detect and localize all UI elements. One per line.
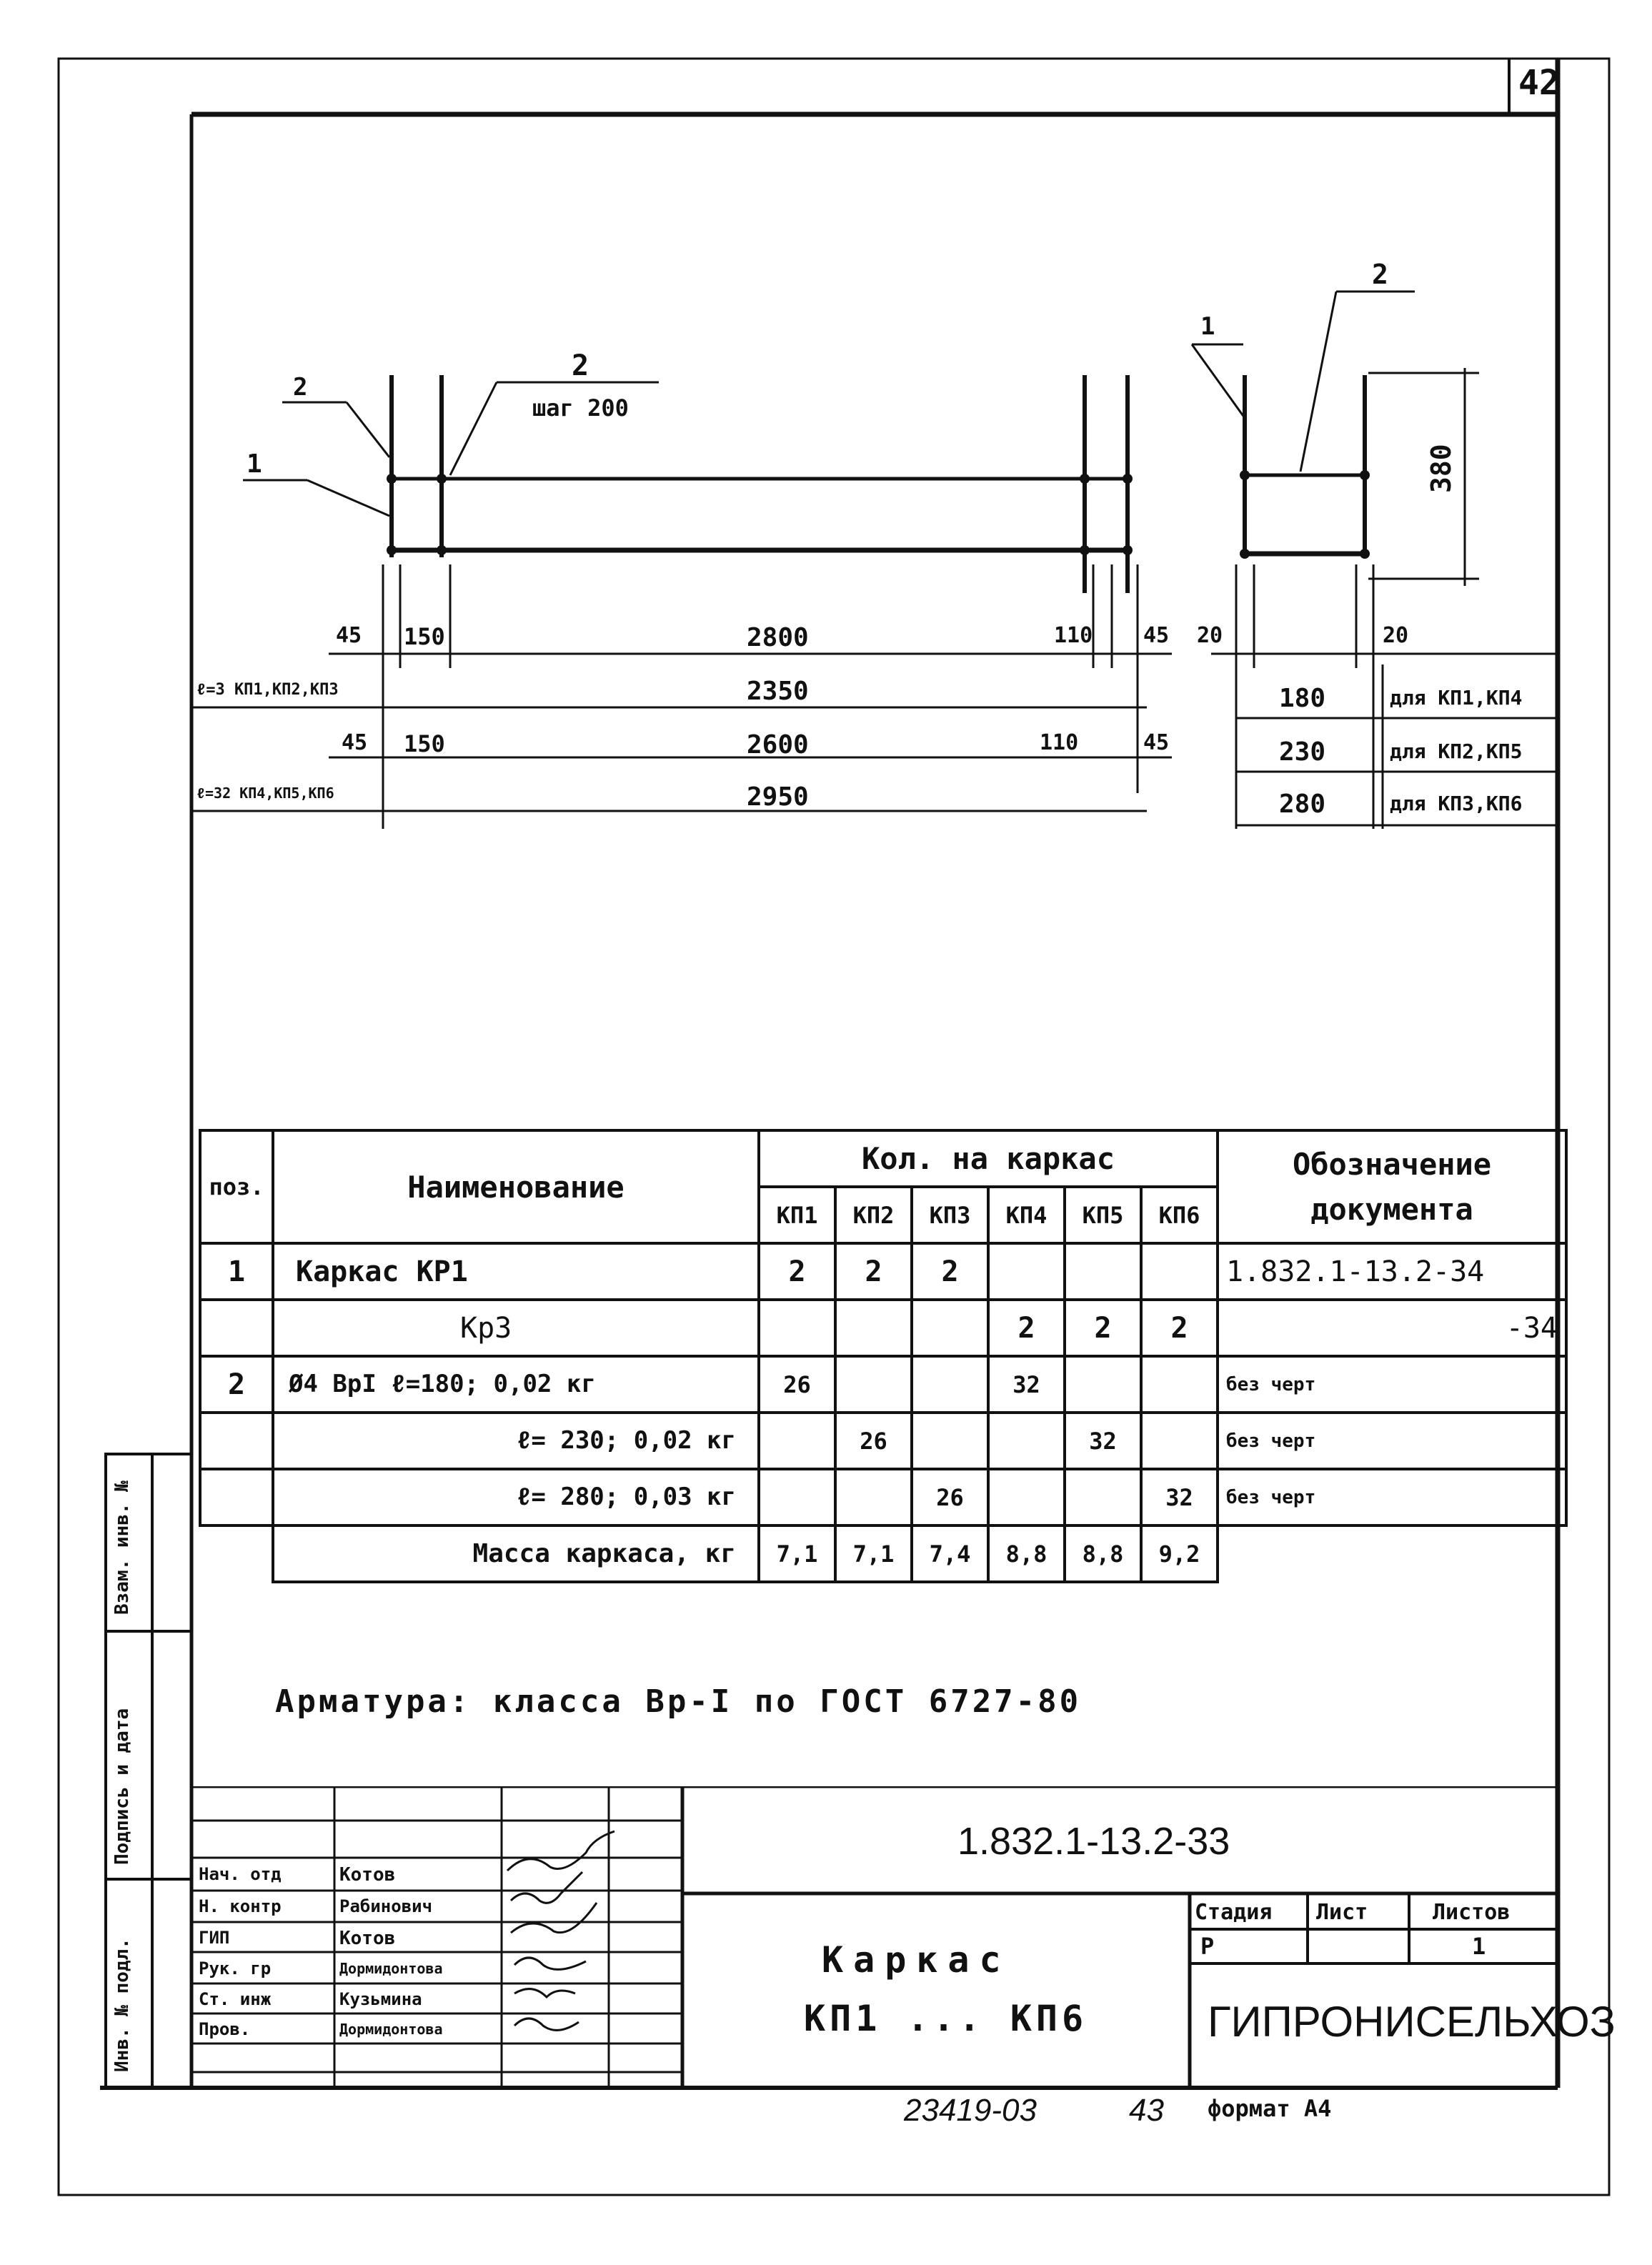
row5-q4: [988, 1469, 1065, 1525]
sig-role-2: Н. контр: [199, 1896, 282, 1916]
row2-q4: 2: [988, 1300, 1065, 1356]
row3-doc: без черт: [1218, 1356, 1566, 1413]
row3-q5: [1065, 1356, 1141, 1413]
header-kp1: КП1: [759, 1187, 835, 1243]
table-row: [200, 1469, 1566, 1525]
row5-q1: [759, 1469, 835, 1525]
stage-value: Р: [1200, 1933, 1215, 1960]
height-380: 380: [1425, 444, 1457, 493]
row5-pos: [200, 1469, 273, 1525]
row2-pos: [200, 1300, 273, 1356]
stage-header: Стадия: [1195, 1900, 1273, 1925]
table-row: [200, 1356, 1566, 1413]
label-2-left: 2: [293, 373, 308, 402]
row6-pos: [200, 1525, 273, 1582]
archive-number: 23419-03: [904, 2093, 1037, 2128]
row1-q6: [1141, 1243, 1218, 1300]
row5-name: ℓ= 280; 0,03 кг: [273, 1469, 759, 1525]
signature-scribbles: [507, 1831, 614, 2030]
sheets-header: Листов: [1433, 1900, 1511, 1925]
header-kp5: КП5: [1065, 1187, 1141, 1243]
row2-name: Кр3: [273, 1300, 759, 1356]
sig-name-6: Дормидонтова: [339, 2021, 443, 2038]
row6-q1: 7,1: [759, 1525, 835, 1582]
dim-row2-label: ℓ=3 КП1,КП2,КП3: [196, 681, 339, 699]
row3-name: Ø4 ВрI ℓ=180; 0,02 кг: [273, 1356, 759, 1413]
row6-q4: 8,8: [988, 1525, 1065, 1582]
row2-q5: 2: [1065, 1300, 1141, 1356]
dim-2800: 2800: [747, 623, 809, 652]
row1-name: Каркас КР1: [273, 1243, 759, 1300]
dim-150-a: 150: [404, 623, 445, 650]
header-doc-line1: Обозначение: [1292, 1147, 1492, 1182]
header-doc-line2: документа: [1310, 1192, 1473, 1227]
width-280-note: для КП3,КП6: [1390, 792, 1523, 815]
page-number: 42: [1518, 63, 1560, 103]
header-doc: [1218, 1130, 1566, 1243]
header-kp2: КП2: [835, 1187, 912, 1243]
footer-sheet-number: 43: [1129, 2093, 1164, 2128]
row2-q6: 2: [1141, 1300, 1218, 1356]
dim-2350: 2350: [747, 677, 809, 706]
row3-q3: [912, 1356, 988, 1413]
row5-q3: 26: [912, 1469, 988, 1525]
sheets-value: 1: [1472, 1933, 1486, 1960]
label-2-right: 2: [1372, 259, 1388, 290]
dim-110-b: 110: [1040, 730, 1079, 755]
row1-q2: 2: [835, 1243, 912, 1300]
row3-q2: [835, 1356, 912, 1413]
left-dimensions: [193, 564, 1172, 829]
width-280: 280: [1279, 790, 1326, 819]
row5-q6: 32: [1141, 1469, 1218, 1525]
dim-150-b: 150: [404, 730, 445, 757]
width-180-note: для КП1,КП4: [1390, 686, 1523, 710]
dim-2950: 2950: [747, 782, 809, 812]
table-row: [200, 1300, 1566, 1356]
header-kp6: КП6: [1141, 1187, 1218, 1243]
table-row: [200, 1413, 1566, 1469]
spec-header-row-1: [200, 1130, 1566, 1187]
sig-role-5: Ст. инж: [199, 1989, 272, 2009]
row3-pos: 2: [200, 1356, 273, 1413]
row1-q3: 2: [912, 1243, 988, 1300]
row2-q2: [835, 1300, 912, 1356]
row2-q1: [759, 1300, 835, 1356]
title-line-1: Каркас: [822, 1939, 1011, 1981]
header-pos: поз.: [200, 1130, 273, 1243]
row2-doc: -34: [1218, 1300, 1566, 1356]
row6-q2: 7,1: [835, 1525, 912, 1582]
row4-q2: 26: [835, 1413, 912, 1469]
row4-pos: [200, 1413, 273, 1469]
row4-q4: [988, 1413, 1065, 1469]
sig-role-6: Пров.: [199, 2019, 251, 2039]
organization: ГИПРОНИСЕЛЬХОЗ: [1208, 1998, 1616, 2046]
row5-doc: без черт: [1218, 1469, 1566, 1525]
row4-name: ℓ= 230; 0,02 кг: [273, 1413, 759, 1469]
row6-doc: [1218, 1525, 1566, 1582]
width-230: 230: [1279, 737, 1326, 767]
sig-name-5: Кузьмина: [339, 1989, 422, 2009]
header-kp4: КП4: [988, 1187, 1065, 1243]
row6-name: Масса каркаса, кг: [273, 1525, 759, 1582]
row5-q5: [1065, 1469, 1141, 1525]
header-kp3: КП3: [912, 1187, 988, 1243]
dim-45-a: 45: [336, 623, 362, 648]
row4-q1: [759, 1413, 835, 1469]
right-view-lines: [1245, 375, 1365, 557]
pitch-label: шаг 200: [532, 394, 629, 422]
label-2-top: 2: [572, 349, 589, 382]
row6-q5: 8,8: [1065, 1525, 1141, 1582]
table-row: [200, 1525, 1566, 1582]
label-1-left: 1: [247, 449, 262, 479]
row4-q6: [1141, 1413, 1218, 1469]
title-block: [193, 1786, 1616, 2088]
row3-q4: 32: [988, 1356, 1065, 1413]
row1-q4: [988, 1243, 1065, 1300]
sig-name-1: Котов: [339, 1864, 396, 1886]
sig-role-4: Рук. гр: [199, 1958, 272, 1978]
row2-q3: [912, 1300, 988, 1356]
width-230-note: для КП2,КП5: [1390, 740, 1523, 763]
stamp-replace-inv: Взам. инв. №: [111, 1480, 133, 1615]
document-code: 1.832.1-13.2-33: [957, 1820, 1230, 1863]
dim-row4-label: ℓ=32 КП4,КП5,КП6: [196, 785, 334, 802]
dim-110-a: 110: [1054, 623, 1093, 648]
width-180: 180: [1279, 684, 1326, 713]
sig-name-3: Котов: [339, 1928, 396, 1949]
table-row: [200, 1243, 1566, 1300]
stamp-inv-original: Инв. № подл.: [111, 1938, 133, 2072]
format-label: формат А4: [1208, 2095, 1332, 2122]
row6-q3: 7,4: [912, 1525, 988, 1582]
row4-doc: без черт: [1218, 1413, 1566, 1469]
reinforcement-note: Арматура: класса Вр-I по ГОСТ 6727-80: [275, 1683, 1082, 1720]
spec-table: [199, 1129, 1568, 1583]
stamp-signature-date: Подпись и дата: [111, 1708, 133, 1865]
sig-role-3: ГИП: [199, 1928, 230, 1948]
dim-45-d: 45: [1143, 730, 1170, 755]
row4-q5: 32: [1065, 1413, 1141, 1469]
sig-name-4: Дормидонтова: [339, 1960, 443, 1977]
row6-q6: 9,2: [1141, 1525, 1218, 1582]
dim-20-left: 20: [1197, 623, 1223, 648]
row1-q5: [1065, 1243, 1141, 1300]
row1-doc: 1.832.1-13.2-34: [1218, 1243, 1566, 1300]
dim-45-c: 45: [342, 730, 368, 755]
dim-45-b: 45: [1143, 623, 1170, 648]
sig-name-2: Рабинович: [339, 1896, 433, 1916]
row1-pos: 1: [200, 1243, 273, 1300]
dim-20-right: 20: [1383, 623, 1409, 648]
title-line-2: КП1 ... КП6: [804, 1998, 1088, 2039]
header-qty: Кол. на каркас: [759, 1130, 1218, 1187]
dim-2600: 2600: [747, 730, 809, 760]
row5-q2: [835, 1469, 912, 1525]
row3-q6: [1141, 1356, 1218, 1413]
label-1-right: 1: [1200, 312, 1215, 341]
row4-q3: [912, 1413, 988, 1469]
left-view-lines: [392, 375, 1128, 593]
sig-role-1: Нач. отд: [199, 1864, 282, 1884]
row3-q1: 26: [759, 1356, 835, 1413]
header-name: Наименование: [273, 1130, 759, 1243]
sheet-header: Лист: [1316, 1900, 1368, 1925]
row1-q1: 2: [759, 1243, 835, 1300]
